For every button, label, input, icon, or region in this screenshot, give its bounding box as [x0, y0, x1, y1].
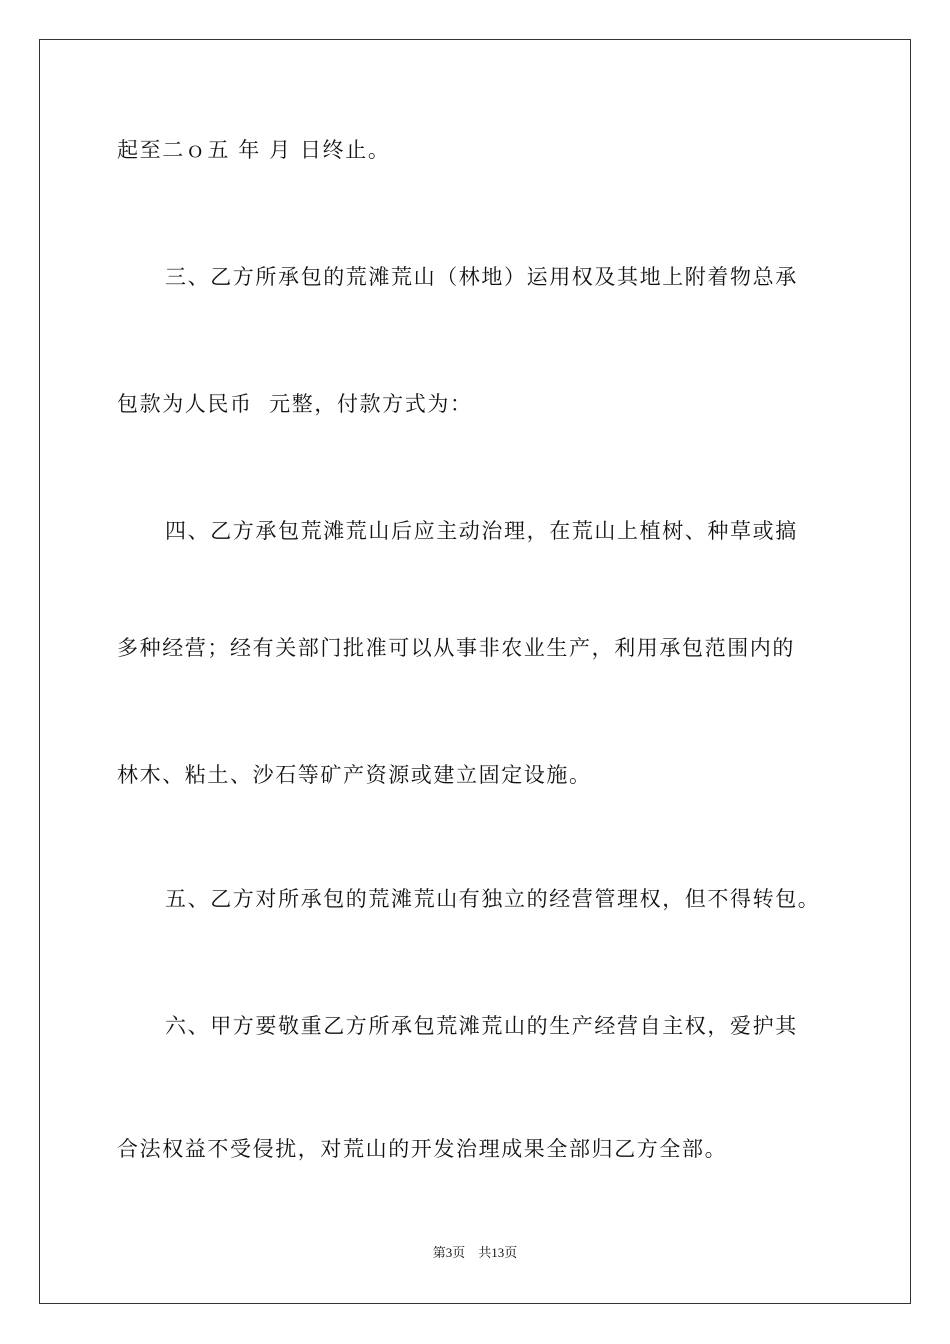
- paragraph-line-1: 起至二ｏ五 年 月 日终止。: [117, 138, 391, 162]
- paragraph-line-9: 合法权益不受侵扰，对荒山的开发治理成果全部归乙方全部。: [117, 1137, 728, 1161]
- paragraph-line-3: 包款为人民币 元整，付款方式为：: [117, 392, 473, 416]
- paragraph-line-8: 六、甲方要敬重乙方所承包荒滩荒山的生产经营自主权，爱护其: [165, 1014, 798, 1038]
- page-number-footer: 第3页 共13页: [432, 1245, 518, 1260]
- page-border: [39, 39, 911, 1304]
- paragraph-line-2: 三、乙方所承包的荒滩荒山（林地）运用权及其地上附着物总承: [165, 265, 798, 289]
- paragraph-line-6: 林木、粘土、沙石等矿产资源或建立固定设施。: [117, 763, 592, 787]
- paragraph-line-4: 四、乙方承包荒滩荒山后应主动治理，在荒山上植树、种草或搞: [165, 519, 798, 543]
- paragraph-line-7: 五、乙方对所承包的荒滩荒山有独立的经营管理权，但不得转包。: [165, 887, 821, 911]
- paragraph-line-5: 多种经营；经有关部门批准可以从事非农业生产，利用承包范围内的: [117, 636, 795, 660]
